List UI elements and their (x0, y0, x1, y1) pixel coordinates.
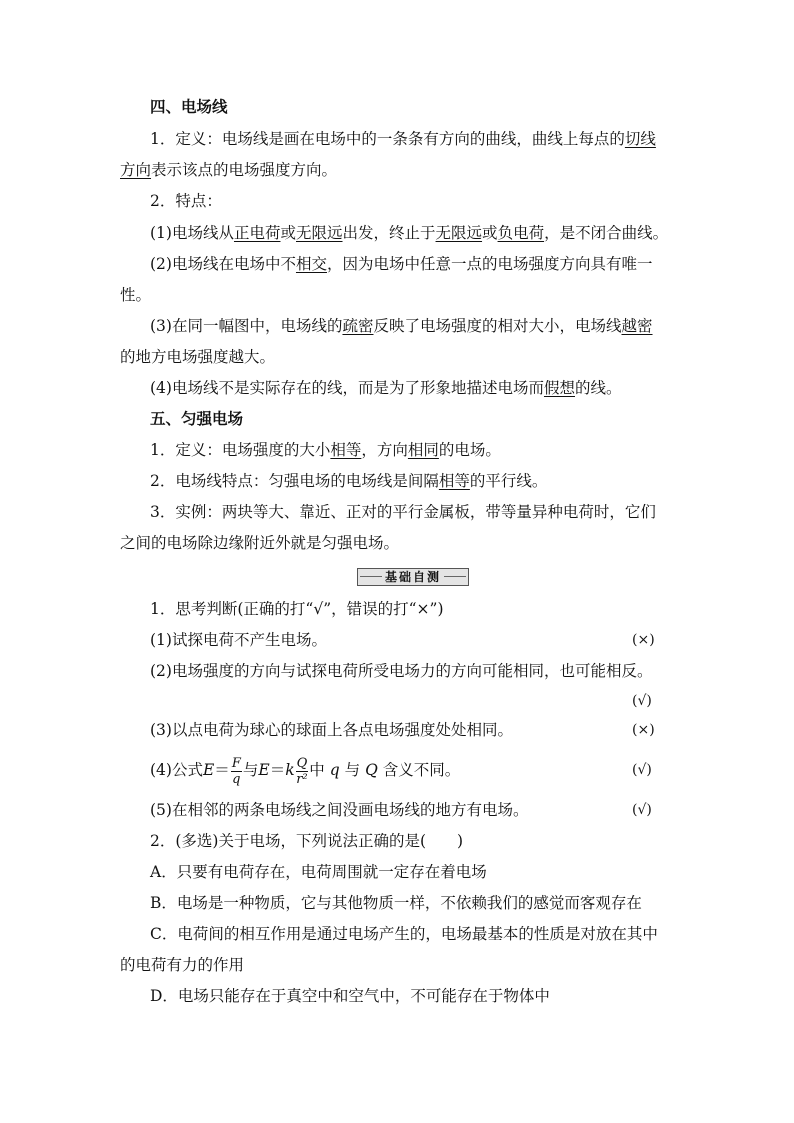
self-test-banner: 基础自测 (357, 568, 469, 586)
underlined-term: 相同 (407, 441, 439, 459)
var-E: E (202, 761, 215, 779)
sec5-field-line-feature (150, 466, 547, 496)
judgment-mark-1: (×) (632, 632, 655, 648)
option-D: D．电场只能存在于真空中和空气中，不可能存在于物体中 (150, 987, 550, 1005)
judgment-mark-5: (√) (632, 802, 652, 818)
fraction-Q-over-r2 (296, 756, 309, 787)
underlined-term: 疏密 (342, 317, 374, 335)
text: 反映了电场强度的相对大小，电场线 (373, 317, 622, 335)
feature-2-line2: 性。 (120, 286, 152, 304)
text: 表示该点的电场强度方向。 (151, 161, 338, 179)
option-C-line2: 的电荷有力的作用 (120, 956, 245, 974)
judgment-item-2: (2)电场强度的方向与试探电荷所受电场力的方向可能相同，也可能相反。 (150, 662, 653, 680)
option-A: A．只要有电荷存在，电荷周围就一定存在着电场 (150, 863, 487, 881)
text: (2)电场线在电场中不 (150, 255, 296, 273)
underlined-term: 相等 (438, 472, 470, 490)
feature-2-line1 (150, 249, 653, 279)
denominator: q (232, 771, 241, 787)
text: 1．定义：电场线是画在电场中的一条条有方向的曲线，曲线上每点的 (150, 130, 625, 148)
judgment-item-5: (5)在相邻的两条电场线之间没画电场线的地方有电场。 (150, 801, 529, 819)
fraction-F-over-q (231, 756, 242, 787)
text: 含义不同。 (382, 761, 461, 779)
numerator: Q (296, 755, 308, 771)
numerator: F (231, 755, 241, 771)
underlined-term: 假想 (543, 379, 575, 397)
judgment-item-1: (1)试探电荷不产生电场。 (150, 631, 327, 649)
judgment-mark-3: (×) (632, 722, 655, 738)
text: 的线。 (574, 379, 622, 397)
sec4-features-heading: 2．特点： (150, 192, 222, 210)
text: (3)在同一幅图中，电场线的 (150, 317, 343, 335)
underlined-term: 负电荷 (497, 224, 545, 242)
equals: ＝ (269, 761, 286, 779)
option-B: B．电场是一种物质，它与其他物质一样，不依赖我们的感觉而客观存在 (150, 894, 642, 912)
sec5-definition (150, 435, 501, 465)
feature-3-line2: 的地方电场强度越大。 (120, 348, 276, 366)
judgment-item-3: (3)以点电荷为球心的球面上各点电场强度处处相同。 (150, 721, 513, 739)
text: 或 (280, 224, 296, 242)
judgment-mark-2: (√) (632, 693, 652, 709)
judgment-mark-4: (√) (632, 762, 652, 778)
sec5-example-line1: 3．实例：两块等大、靠近、正对的平行金属板，带等量异种电荷时，它们 (150, 503, 656, 521)
underlined-term: 切线 (624, 130, 656, 148)
text: ，方向 (361, 441, 408, 459)
sec4-definition-line2 (120, 155, 337, 185)
option-C-line1: C．电荷间的相互作用是通过电场产生的，电场最基本的性质是对放在其中 (150, 925, 658, 943)
section-5-title: 五、匀强电场 (150, 409, 244, 428)
sec5-example-line2: 之间的电场除边缘附近外就是匀强电场。 (120, 534, 400, 552)
feature-1 (150, 218, 668, 248)
feature-4 (150, 373, 622, 403)
text: 2．电场线特点：匀强电场的电场线是间隔 (150, 472, 439, 490)
text: 的平行线。 (469, 472, 548, 490)
text: (4)电场线不是实际存在的线，而是为了形象地描述电场而 (150, 379, 544, 397)
text: (1)电场线从 (150, 224, 234, 242)
text: ，因为电场中任意一点的电场强度方向具有唯一 (326, 255, 653, 273)
denominator: r² (296, 771, 308, 787)
var-Q: Q (365, 761, 378, 779)
text: (4)公式 (150, 761, 203, 779)
equals: ＝ (214, 761, 230, 779)
question-1-title: 1．思考判断(正确的打“√”，错误的打“×”) (150, 600, 444, 618)
text: 出发，终止于 (342, 224, 436, 242)
feature-3-line1 (150, 311, 653, 341)
underlined-term: 无限远 (435, 224, 483, 242)
text: ，是不闭合曲线。 (544, 224, 669, 242)
underlined-term: 相交 (295, 255, 327, 273)
underlined-term: 越密 (621, 317, 653, 335)
var-k: k (285, 761, 295, 779)
text: 的电场。 (438, 441, 501, 459)
var-q: q (329, 761, 340, 779)
text: 与 (242, 761, 259, 779)
section-4-title: 四、电场线 (150, 97, 228, 116)
underlined-term: 无限远 (296, 224, 343, 242)
underlined-term: 方向 (120, 161, 152, 179)
sec4-definition-line1 (150, 124, 656, 154)
text: 或 (482, 224, 498, 242)
question-2-title: 2．(多选)关于电场，下列说法正确的是( ) (150, 832, 464, 850)
text: 1．定义：电场强度的大小 (150, 441, 331, 459)
underlined-term: 相等 (330, 441, 362, 459)
text: 与 (344, 761, 361, 779)
var-E: E (258, 761, 270, 779)
text: 中 (309, 761, 325, 779)
underlined-term: 正电荷 (233, 224, 281, 242)
judgment-item-4 (150, 755, 460, 785)
